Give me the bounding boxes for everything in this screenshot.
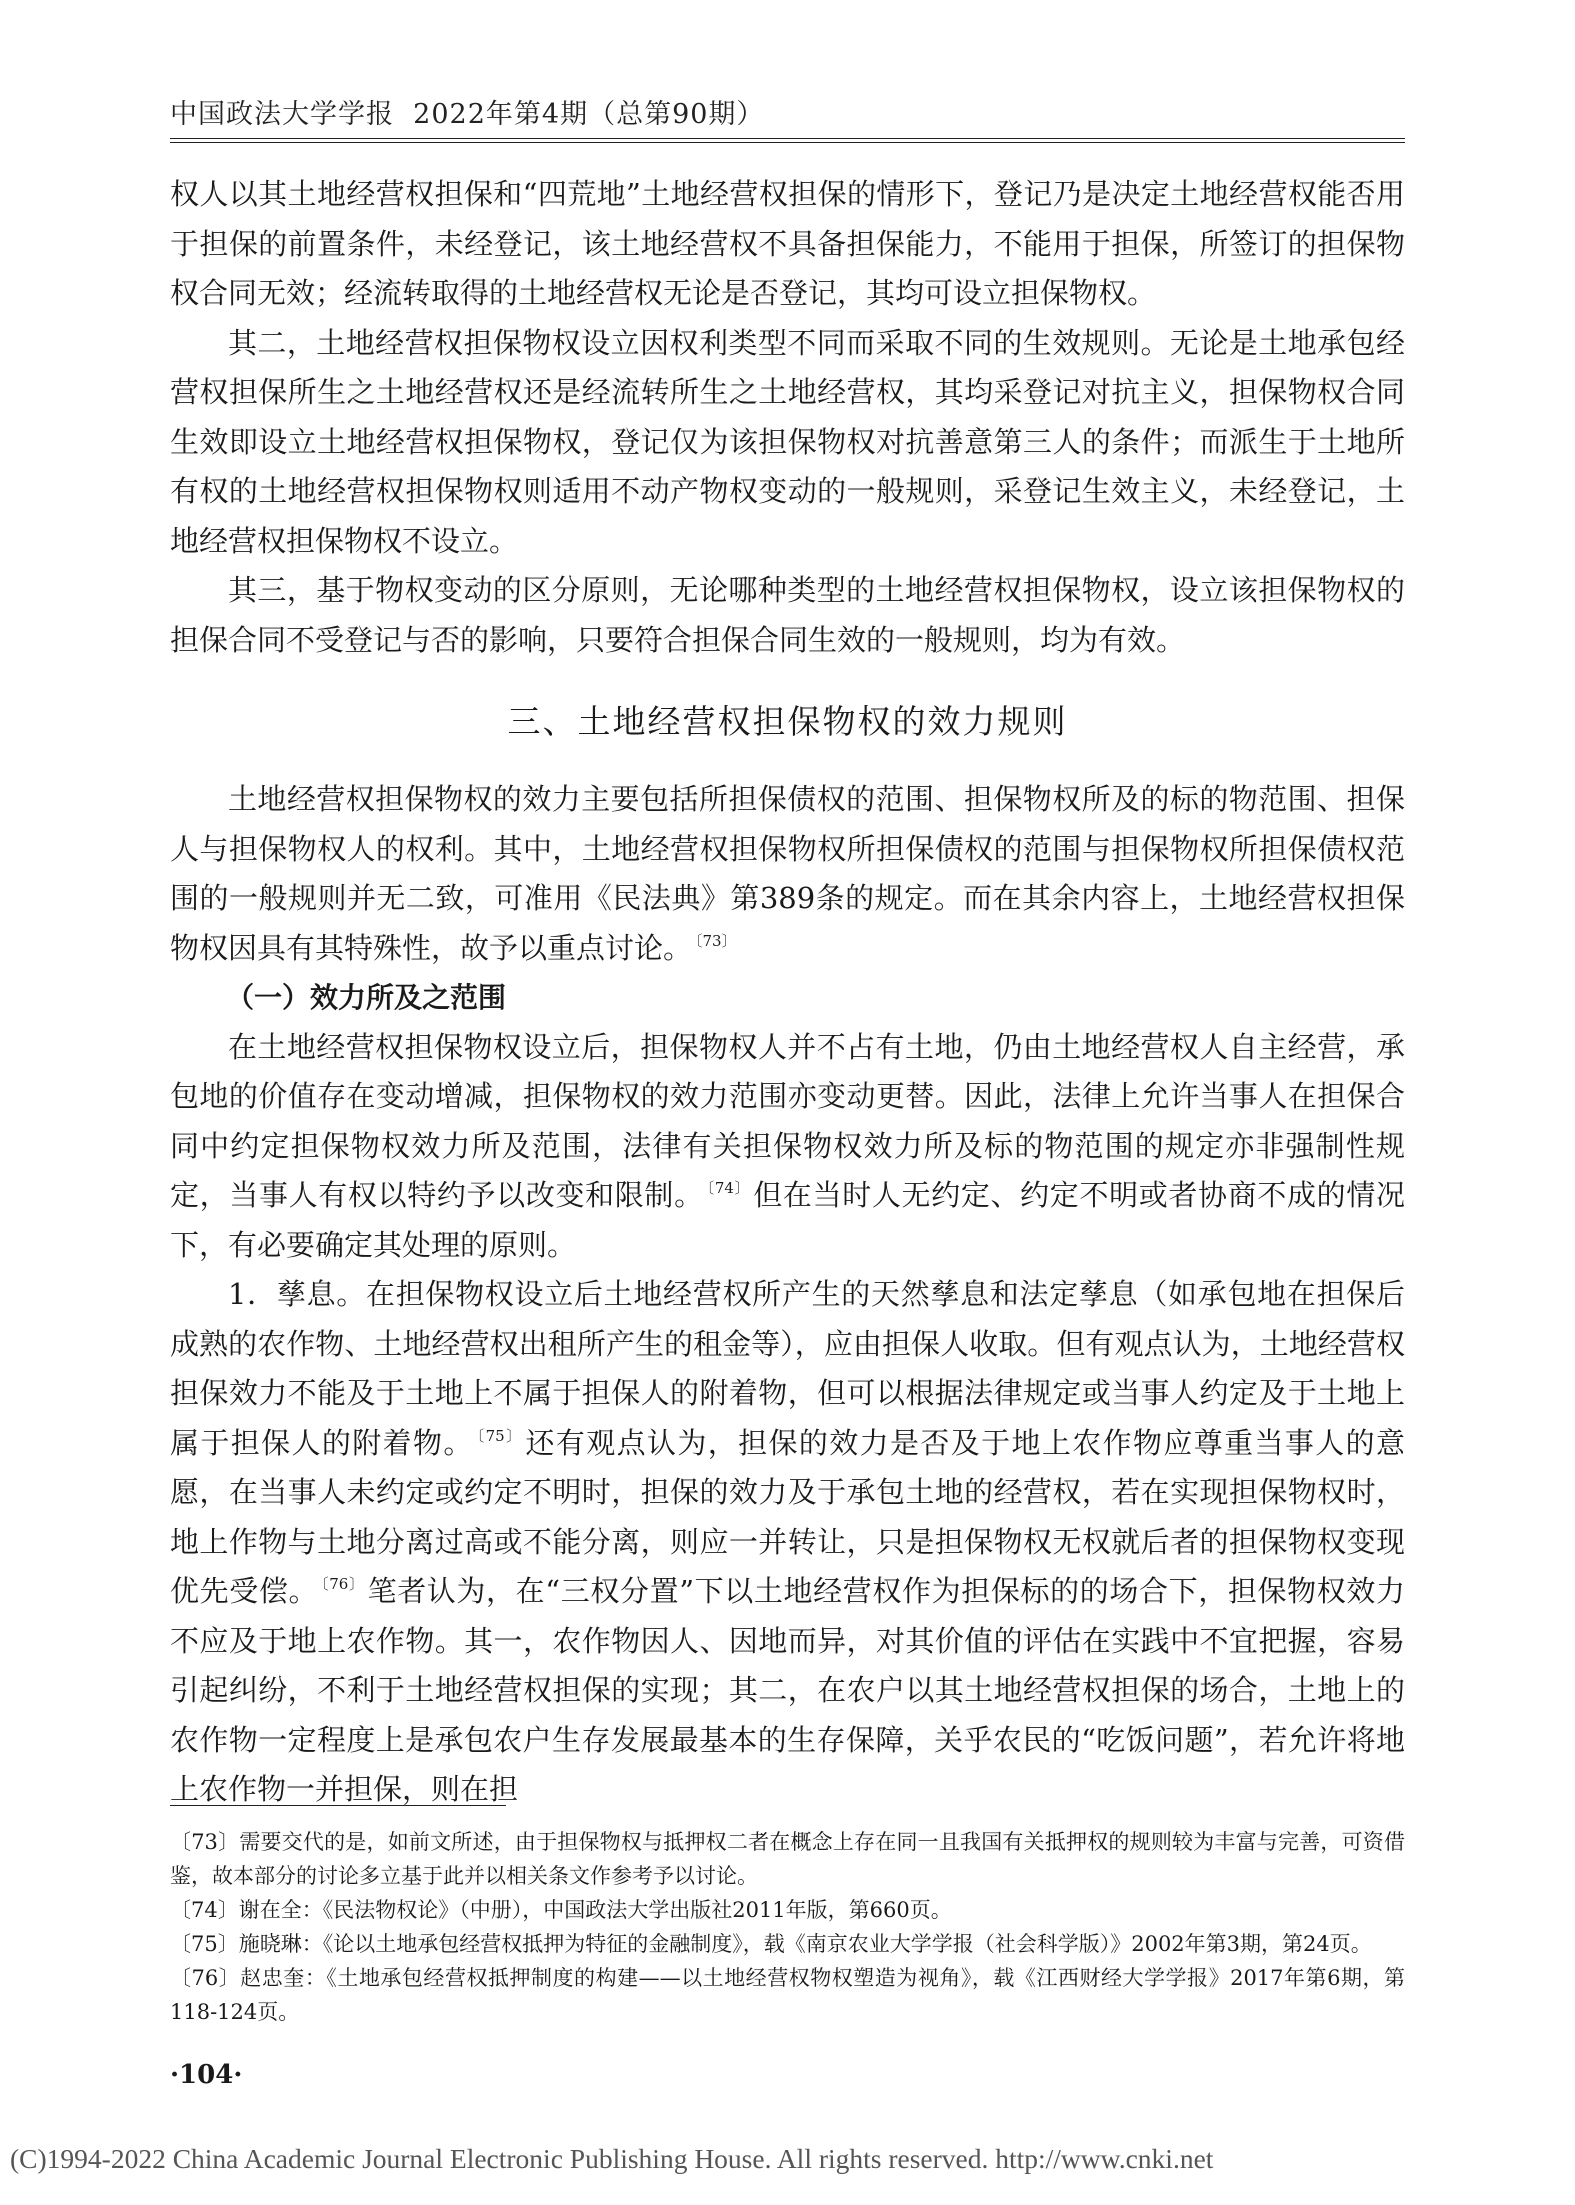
issue-info: 2022年第4期（总第90期） — [413, 99, 765, 130]
footnote: 〔73〕需要交代的是，如前文所述，由于担保物权与抵押权二者在概念上存在同一且我国有关抵押权的规则较为丰富与完善，可资借鉴，故本部分的讨论多立基于此并以相关条文作参考予以讨论。 — [170, 1830, 1405, 1888]
paragraph-text: 土地经营权担保物权的效力主要包括所担保债权的范围、担保物权所及的标的物范围、担保人与担保物权人的权利。其中，土地经营权担保物权所担保债权的范围与担保物权所担保债权范围的一般规则并无二致，可准用《民法典》第389条的规定。而在其余内容上，土地经营权担保物权因具有其特殊性，故予以重点讨论。 — [170, 782, 1405, 965]
paragraph — [170, 1270, 1405, 1815]
body-text — [170, 170, 1405, 1815]
paragraph-text: 1．孳息。在担保物权设立后土地经营权所产生的天然孳息和法定孳息（如承包地在担保后成熟的农作物、土地经营权出租所产生的租金等），应由担保人收取。但有观点认为，土地经营权担保效力不能及于土地上不属于担保人的附着物，但可以根据法律规定或当事人约定及于土地上属于担保人的附着物。 — [170, 1277, 1405, 1460]
footnote-ref: 〔74〕 — [706, 1179, 751, 1197]
footnote: 〔76〕赵忠奎：《土地承包经营权抵押制度的构建——以土地经营权物权塑造为视角》，载《江西财经大学学报》2017年第6期，第118-124页。 — [170, 1966, 1405, 2024]
paragraph-text: 笔者认为，在“三权分置”下以土地经营权作为担保标的的场合下，担保物权效力不应及于地上农作物。其一，农作物因人、因地而异，对其价值的评估在实践中不宜把握，容易引起纠纷，不利于土地经营权担保的实现；其二，在农户以其土地经营权担保的场合，土地上的农作物一定程度上是承包农户生存发展最基本的生存保障，关乎农民的“吃饭问题”，若允许将地上农作物一并担保，则在担 — [170, 1574, 1405, 1806]
footnote-ref: 〔76〕 — [321, 1575, 365, 1593]
paragraph: 权人以其土地经营权担保和“四荒地”土地经营权担保的情形下，登记乃是决定土地经营权能否用于担保的前置条件，未经登记，该土地经营权不具备担保能力，不能用于担保，所签订的担保物权合同无效；经流转取得的土地经营权无论是否登记，其均可设立担保物权。 — [170, 177, 1405, 310]
journal-name: 中国政法大学学报 — [170, 99, 394, 130]
header-rule — [170, 138, 1405, 139]
header-rule-double — [170, 142, 1405, 143]
paragraph — [170, 1023, 1405, 1271]
paragraph-text: 但在当时人无约定、约定不明或者协商不成的情况下，有必要确定其处理的原则。 — [170, 1178, 1405, 1262]
footnote-ref: 〔75〕 — [476, 1426, 523, 1445]
footnote: 〔75〕施晓琳：《论以土地承包经营权抵押为特征的金融制度》，载《南京农业大学学报（社会科学版）》2002年第3期，第24页。 — [170, 1932, 1372, 1956]
paragraph: 其三，基于物权变动的区分原则，无论哪种类型的土地经营权担保物权，设立该担保物权的担保合同不受登记与否的影响，只要符合担保合同生效的一般规则，均为有效。 — [170, 573, 1405, 657]
footnotes — [170, 1825, 1405, 2029]
paragraph-text: 还有观点认为，担保的效力是否及于地上农作物应尊重当事人的意愿，在当事人未约定或约定不明时，担保的效力及于承包土地的经营权，若在实现担保物权时，地上作物与土地分离过高或不能分离，则应一并转让，只是担保物权无权就后者的担保物权变现优先受偿。 — [170, 1425, 1405, 1608]
paragraph-text: 在土地经营权担保物权设立后，担保物权人并不占有土地，仍由土地经营权人自主经营，承包地的价值存在变动增减，担保物权的效力范围亦变动更替。因此，法律上允许当事人在担保合同中约定担保物权效力所及范围，法律有关担保物权效力所及标的物范围的规定亦非强制性规定，当事人有权以特约予以改变和限制。 — [170, 1029, 1405, 1212]
paragraph — [170, 775, 1405, 973]
paragraph: 其二，土地经营权担保物权设立因权利类型不同而采取不同的生效规则。无论是土地承包经营权担保所生之土地经营权还是经流转所生之土地经营权，其均采登记对抗主义，担保物权合同生效即设立土地经营权担保物权，登记仅为该担保物权对抗善意第三人的条件；而派生于土地所有权的土地经营权担保物权则适用不动产物权变动的一般规则，采登记生效主义，未经登记，土地经营权担保物权不设立。 — [170, 325, 1405, 558]
footnote: 〔74〕谢在全：《民法物权论》（中册），中国政法大学出版社2011年版，第660页。 — [170, 1898, 952, 1922]
running-header — [170, 92, 764, 131]
footnote-ref: 〔73〕 — [695, 931, 737, 950]
subsection-title: （一）效力所及之范围 — [226, 981, 507, 1014]
copyright-watermark: (C)1994-2022 China Academic Journal Electronic Publishing House. All rights reserved. http://www.cnki.net — [10, 2143, 1214, 2174]
footnote-rule — [170, 1805, 506, 1806]
section-title: 三、土地经营权担保物权的效力规则 — [507, 702, 1068, 741]
page-number: ·104· — [170, 2060, 243, 2090]
